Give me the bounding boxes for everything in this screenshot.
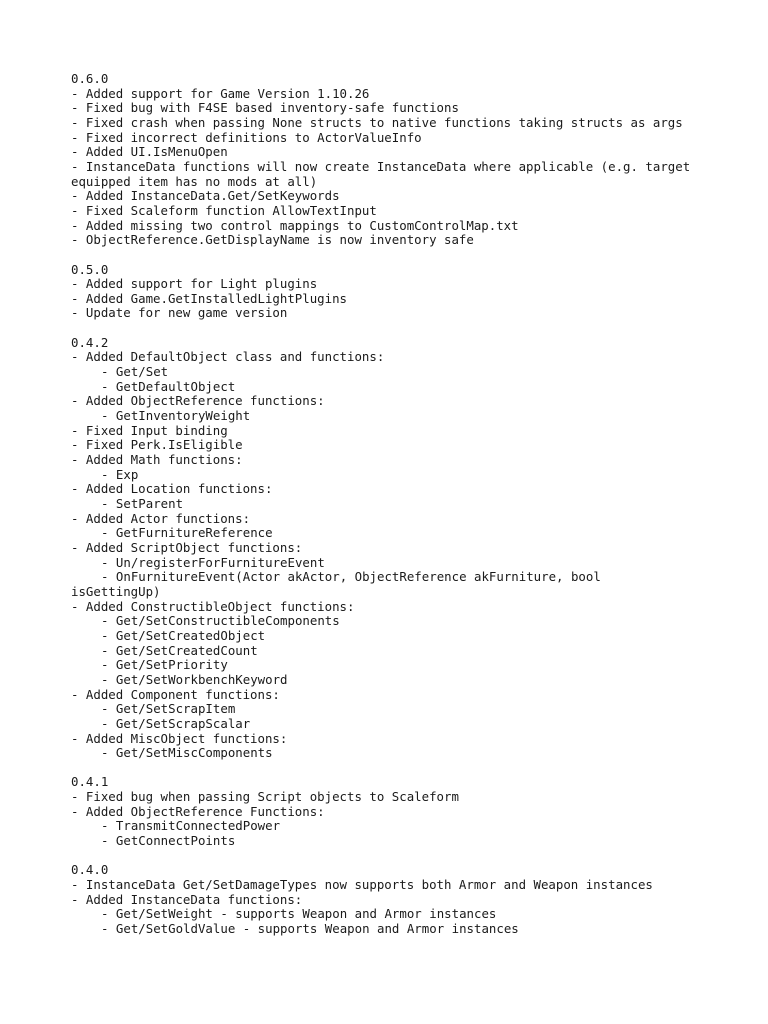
changelog-item: - Added missing two control mappings to CustomControlMap.txt bbox=[71, 217, 519, 233]
changelog-item: - Added ConstructibleObject functions: bbox=[71, 598, 355, 614]
changelog-subitem: - Get/SetPriority bbox=[101, 657, 228, 673]
changelog-subitem: - Get/SetMiscComponents bbox=[101, 745, 273, 761]
changelog-item: - Added Game.GetInstalledLightPlugins bbox=[71, 290, 348, 306]
changelog-item: - Added MiscObject functions: bbox=[71, 730, 288, 746]
changelog-section bbox=[71, 336, 751, 761]
changelog-item: - Added Component functions: bbox=[71, 686, 280, 702]
changelog-item: - Added Location functions: bbox=[71, 481, 273, 497]
changelog-item: - Added UI.IsMenuOpen bbox=[71, 144, 228, 160]
changelog-subitem: - TransmitConnectedPower bbox=[101, 818, 281, 834]
changelog-item: - Fixed Perk.IsEligible bbox=[71, 437, 243, 453]
changelog-item: - Fixed bug with F4SE based inventory-safe functions bbox=[71, 100, 459, 116]
changelog-subitem: - Get/SetWorkbenchKeyword bbox=[101, 671, 288, 687]
changelog-subitem: - OnFurnitureEvent(Actor akActor, ObjectReference akFurniture, bool bbox=[101, 569, 601, 585]
changelog-subitem: - Get/SetScrapScalar bbox=[101, 715, 251, 731]
changelog-subitem: - Get/SetConstructibleComponents bbox=[101, 613, 340, 629]
changelog-subitem: - GetInventoryWeight bbox=[101, 408, 251, 424]
version-heading: 0.4.0 bbox=[71, 862, 109, 878]
changelog-subitem: - Get/SetCreatedCount bbox=[101, 642, 258, 658]
changelog-item: - Fixed incorrect definitions to ActorValueInfo bbox=[71, 129, 422, 145]
changelog-section bbox=[71, 775, 751, 848]
changelog-subitem: - SetParent bbox=[101, 496, 184, 511]
changelog-item: - Added support for Game Version 1.10.26 bbox=[71, 85, 370, 101]
changelog-item: - ObjectReference.GetDisplayName is now inventory safe bbox=[71, 232, 474, 248]
changelog-item: isGettingUp) bbox=[71, 583, 161, 599]
changelog-item: - Fixed Scaleform function AllowTextInput bbox=[71, 202, 377, 218]
changelog-item: - Added ScriptObject functions: bbox=[71, 539, 303, 555]
changelog-item: - Fixed bug when passing Script objects to Scaleform bbox=[71, 789, 459, 805]
changelog-subitem: - Un/registerForFurnitureEvent bbox=[101, 554, 325, 570]
changelog-item: - Added DefaultObject class and functions: bbox=[71, 349, 385, 365]
changelog-subitem: - GetDefaultObject bbox=[101, 378, 236, 394]
changelog-subitem: - GetConnectPoints bbox=[101, 833, 236, 849]
changelog-item: - Added ObjectReference functions: bbox=[71, 393, 325, 409]
version-heading: 0.4.2 bbox=[71, 334, 109, 350]
changelog-item: - Added InstanceData.Get/SetKeywords bbox=[71, 188, 340, 204]
changelog-subitem: - Get/SetScrapItem bbox=[101, 701, 236, 717]
changelog-item: - Added InstanceData functions: bbox=[71, 891, 303, 907]
changelog-item: - InstanceData Get/SetDamageTypes now supports both Armor and Weapon instances bbox=[71, 877, 653, 893]
changelog-item: - Update for new game version bbox=[71, 305, 288, 321]
changelog-item: - InstanceData functions will now create InstanceData where applicable (e.g. target equipped item has no mods at all) bbox=[71, 158, 698, 189]
changelog-subitem: - Get/SetWeight - supports Weapon and Armor instances bbox=[101, 906, 497, 922]
changelog-item: - Added Actor functions: bbox=[71, 510, 251, 526]
version-heading: 0.5.0 bbox=[71, 261, 109, 277]
changelog-subitem: - Get/Set bbox=[101, 364, 169, 380]
changelog-subitem: - GetFurnitureReference bbox=[101, 525, 273, 541]
changelog-subitem: - Get/SetCreatedObject bbox=[101, 627, 266, 643]
version-heading: 0.6.0 bbox=[71, 71, 109, 86]
changelog-item: - Added support for Light plugins bbox=[71, 276, 318, 292]
changelog-section bbox=[71, 863, 751, 936]
changelog-item: - Added Math functions: bbox=[71, 452, 243, 468]
changelog-section bbox=[71, 263, 751, 322]
changelog-subitem: - Get/SetGoldValue - supports Weapon and Armor instances bbox=[101, 921, 519, 936]
changelog-item: - Fixed Input binding bbox=[71, 422, 228, 438]
version-heading: 0.4.1 bbox=[71, 774, 109, 790]
changelog-item: - Fixed crash when passing None structs to native functions taking structs as args bbox=[71, 114, 683, 130]
changelog-document bbox=[71, 72, 751, 951]
changelog-subitem: - Exp bbox=[101, 466, 139, 482]
changelog-section bbox=[71, 72, 751, 248]
changelog-item: - Added ObjectReference Functions: bbox=[71, 803, 325, 819]
